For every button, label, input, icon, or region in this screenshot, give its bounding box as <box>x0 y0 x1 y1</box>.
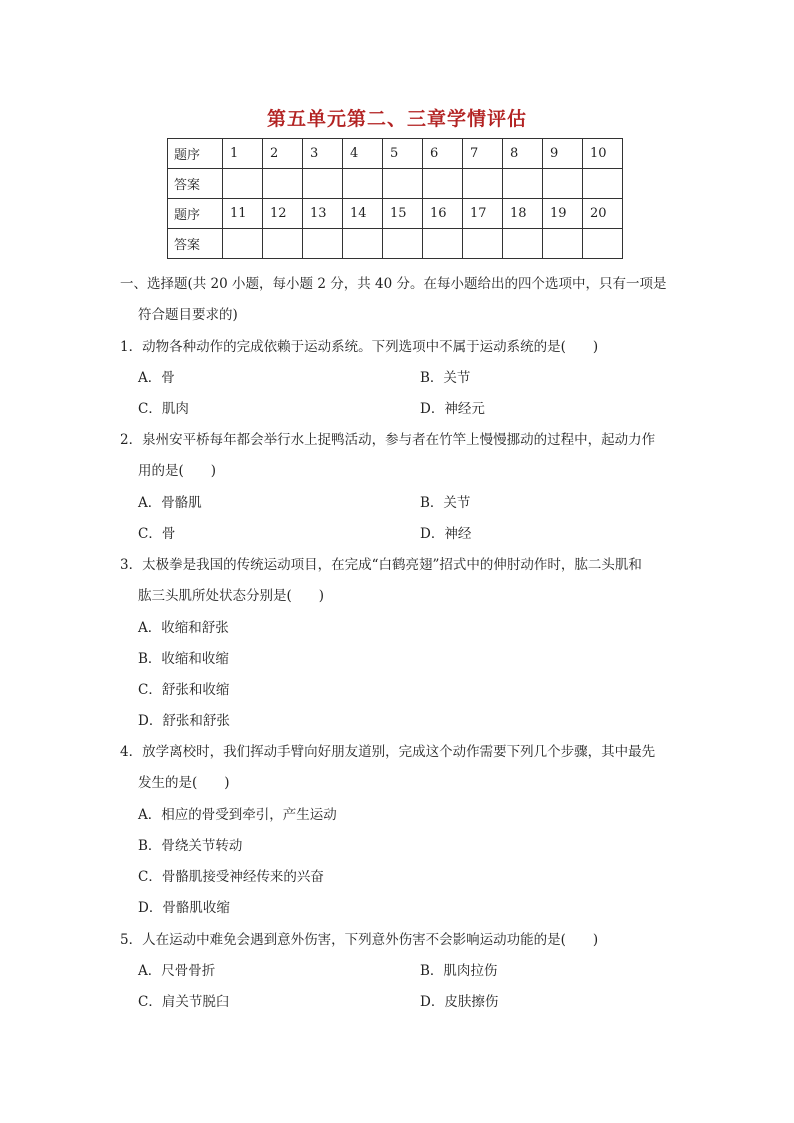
option-b[interactable]: B．关节 <box>420 495 471 511</box>
question-2: 2．泉州安平桥每年都会举行水上捉鸭活动，参与者在竹竿上慢慢挪动的过程中，起动力作 <box>120 432 656 448</box>
table-cell: 19 <box>543 199 583 229</box>
option-c[interactable]: C．舒张和收缩 <box>138 682 230 698</box>
answer-cell[interactable] <box>543 229 583 259</box>
answer-cell[interactable] <box>343 229 383 259</box>
table-row <box>168 139 623 169</box>
answer-cell[interactable] <box>263 169 303 199</box>
option-d[interactable]: D．皮肤擦伤 <box>420 994 499 1010</box>
table-cell: 9 <box>543 139 583 169</box>
table-cell: 1 <box>223 139 263 169</box>
answer-cell[interactable] <box>463 229 503 259</box>
question-1: 1．动物各种动作的完成依赖于运动系统。下列选项中不属于运动系统的是( ) <box>120 339 599 355</box>
option-b[interactable]: B．骨绕关节转动 <box>138 838 243 854</box>
answer-cell[interactable] <box>583 229 623 259</box>
table-cell: 5 <box>383 139 423 169</box>
table-cell: 6 <box>423 139 463 169</box>
option-a[interactable]: A．骨 <box>138 370 175 386</box>
table-row <box>168 169 623 199</box>
question-3: 3．太极拳是我国的传统运动项目，在完成“白鹤亮翅”招式中的伸肘动作时，肱二头肌和 <box>120 557 642 573</box>
option-c[interactable]: C．骨 <box>138 526 176 542</box>
table-row <box>168 229 623 259</box>
row-label: 题序 <box>168 139 223 169</box>
table-cell: 4 <box>343 139 383 169</box>
table-cell: 7 <box>463 139 503 169</box>
page-title: 第五单元第二、三章学情评估 <box>266 108 527 130</box>
table-cell: 16 <box>423 199 463 229</box>
option-a[interactable]: A．尺骨骨折 <box>138 963 216 979</box>
option-d[interactable]: D．骨骼肌收缩 <box>138 900 230 916</box>
table-cell: 11 <box>223 199 263 229</box>
answer-cell[interactable] <box>223 169 263 199</box>
answer-cell[interactable] <box>303 169 343 199</box>
answer-cell[interactable] <box>223 229 263 259</box>
option-a[interactable]: A．收缩和舒张 <box>138 620 229 636</box>
answer-cell[interactable] <box>423 169 463 199</box>
table-row <box>168 199 623 229</box>
table-cell: 10 <box>583 139 623 169</box>
answer-cell[interactable] <box>303 229 343 259</box>
option-d[interactable]: D．神经元 <box>420 401 485 417</box>
question-2-cont: 用的是( ) <box>138 463 217 479</box>
answer-cell[interactable] <box>343 169 383 199</box>
row-label: 答案 <box>168 229 223 259</box>
option-d[interactable]: D．神经 <box>420 526 472 542</box>
option-b[interactable]: B．收缩和收缩 <box>138 651 229 667</box>
answer-cell[interactable] <box>263 229 303 259</box>
answer-cell[interactable] <box>463 169 503 199</box>
option-c[interactable]: C．肩关节脱臼 <box>138 994 230 1010</box>
option-c[interactable]: C．骨骼肌接受神经传来的兴奋 <box>138 869 324 885</box>
option-c[interactable]: C．肌肉 <box>138 401 189 417</box>
table-cell: 17 <box>463 199 503 229</box>
row-label: 答案 <box>168 169 223 199</box>
option-b[interactable]: B．肌肉拉伤 <box>420 963 498 979</box>
option-b[interactable]: B．关节 <box>420 370 471 386</box>
question-4: 4．放学离校时，我们挥动手臂向好朋友道别，完成这个动作需要下列几个步骤，其中最先 <box>120 744 656 760</box>
table-cell: 18 <box>503 199 543 229</box>
answer-cell[interactable] <box>423 229 463 259</box>
option-a[interactable]: A．骨骼肌 <box>138 495 202 511</box>
section-instructions-cont: 符合题目要求的) <box>138 307 238 323</box>
answer-cell[interactable] <box>543 169 583 199</box>
table-cell: 8 <box>503 139 543 169</box>
question-4-cont: 发生的是( ) <box>138 775 230 791</box>
table-cell: 3 <box>303 139 343 169</box>
row-label: 题序 <box>168 199 223 229</box>
option-d[interactable]: D．舒张和舒张 <box>138 713 230 729</box>
answer-cell[interactable] <box>583 169 623 199</box>
question-5: 5．人在运动中难免会遇到意外伤害，下列意外伤害不会影响运动功能的是( ) <box>120 932 599 948</box>
answer-table <box>167 138 623 259</box>
answer-cell[interactable] <box>503 169 543 199</box>
answer-cell[interactable] <box>503 229 543 259</box>
table-cell: 20 <box>583 199 623 229</box>
answer-cell[interactable] <box>383 169 423 199</box>
option-a[interactable]: A．相应的骨受到牵引，产生运动 <box>138 807 337 823</box>
section-instructions: 一、选择题(共 20 小题，每小题 2 分，共 40 分。在每小题给出的四个选项中，只有一项是 <box>120 276 667 292</box>
table-cell: 14 <box>343 199 383 229</box>
question-3-cont: 肱三头肌所处状态分别是( ) <box>138 588 325 604</box>
table-cell: 15 <box>383 199 423 229</box>
table-cell: 12 <box>263 199 303 229</box>
table-cell: 13 <box>303 199 343 229</box>
answer-cell[interactable] <box>383 229 423 259</box>
table-cell: 2 <box>263 139 303 169</box>
